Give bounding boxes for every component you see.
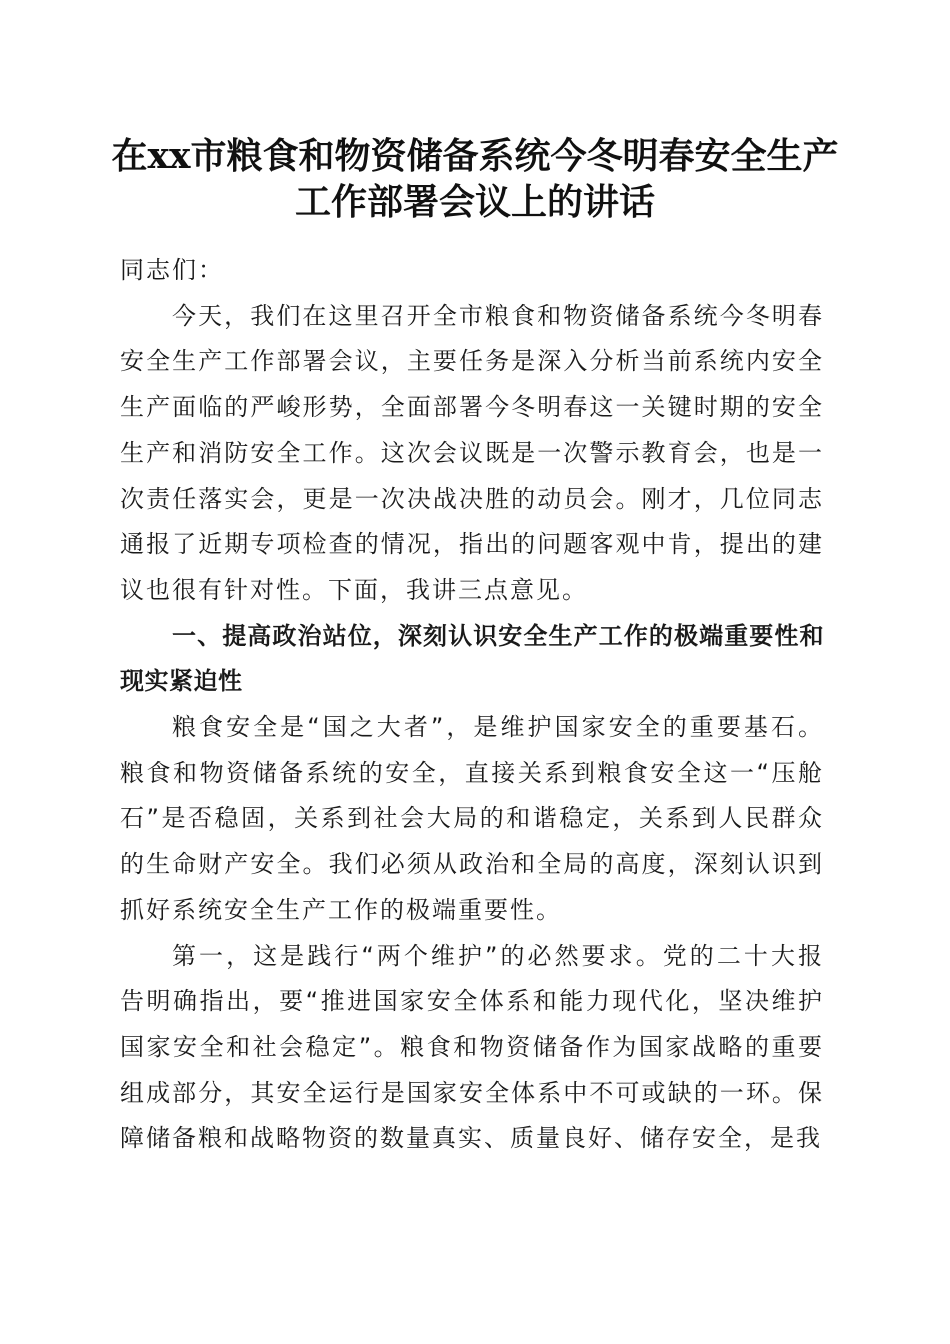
document-body <box>120 248 824 1162</box>
paragraph: 今天，我们在这里召开全市粮食和物资储备系统今冬明春安全生产工作部署会议，主要任务是深入分析当前系统内安全生产面临的严峻形势，全面部署今冬明春这一关键时期的安全生产和消防安全工作。这次会议既是一次警示教育会，也是一次责任落实会，更是一次决战决胜的动员会。刚才，几位同志通报了近期专项检查的情况，指出的问题客观中肯，提出的建议也很有针对性。下面，我讲三点意见。 <box>120 301 824 604</box>
section-heading: 一、提高政治站位，深刻认识安全生产工作的极端重要性和现实紧迫性 <box>120 621 824 696</box>
document-title: 在xx市粮食和物资储备系统今冬明春安全生产工作部署会议上的讲话 <box>111 135 839 223</box>
paragraph: 粮食安全是“国之大者”，是维护国家安全的重要基石。粮食和物资储备系统的安全，直接关系到粮食安全这一“压舱石”是否稳固，关系到社会大局的和谐稳定，关系到人民群众的生命财产安全。我们必须从政治和全局的高度，深刻认识到抓好系统安全生产工作的极端重要性。 <box>120 713 824 924</box>
paragraph: 第一，这是践行“两个维护”的必然要求。党的二十大报告明确指出，要“推进国家安全体系和能力现代化，坚决维护国家安全和社会稳定”。粮食和物资储备作为国家战略的重要组成部分，其安全运行是国家安全体系中不可或缺的一环。保障储备粮和战略物资的数量真实、质量良好、储存安全，是我 <box>120 941 824 1153</box>
salutation: 同志们： <box>120 256 224 284</box>
